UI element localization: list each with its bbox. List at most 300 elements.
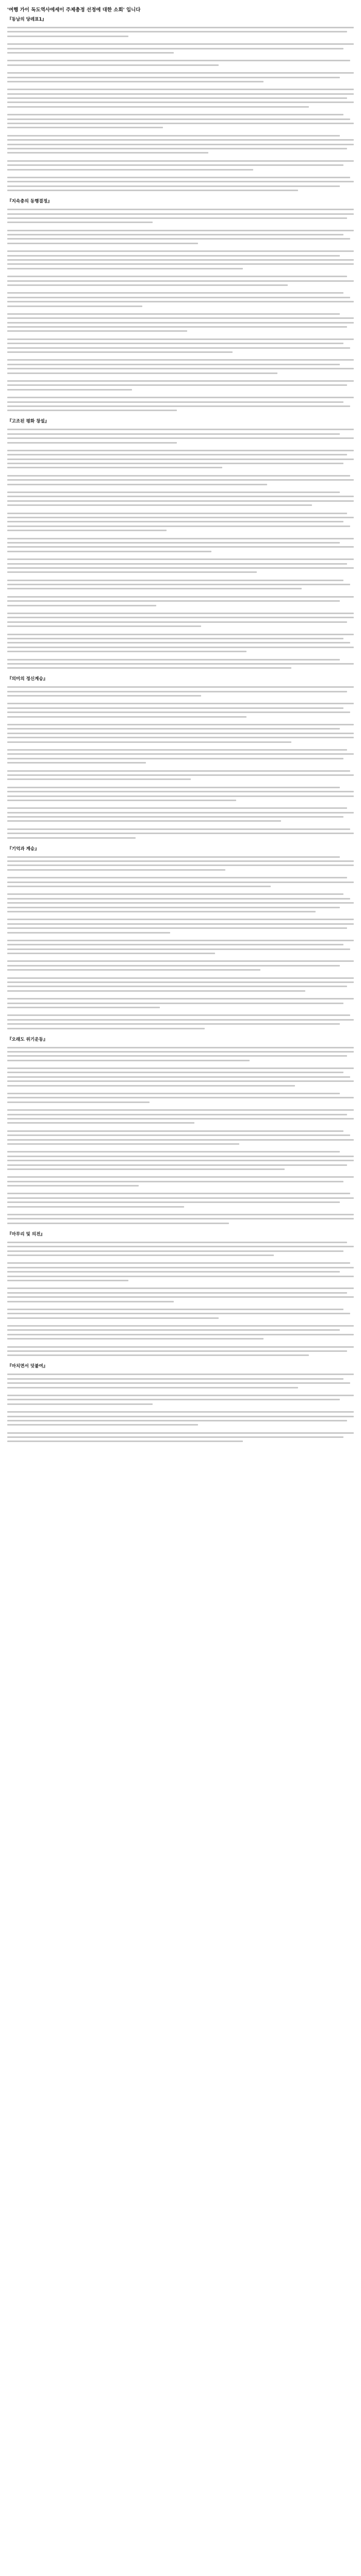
text-line bbox=[7, 932, 170, 934]
paragraph-gap bbox=[7, 446, 354, 450]
paragraph bbox=[7, 596, 354, 606]
text-line bbox=[7, 546, 354, 548]
text-line bbox=[7, 741, 291, 743]
paragraph bbox=[7, 893, 354, 912]
paragraph bbox=[7, 634, 354, 653]
section-body bbox=[7, 27, 354, 191]
text-line bbox=[7, 1014, 350, 1016]
text-line bbox=[7, 860, 354, 862]
text-line bbox=[7, 330, 187, 332]
paragraph-gap bbox=[7, 994, 354, 998]
text-line bbox=[7, 728, 340, 730]
text-line bbox=[7, 114, 343, 115]
paragraph-gap bbox=[7, 630, 354, 634]
paragraph bbox=[7, 72, 354, 82]
paragraph bbox=[7, 1287, 354, 1302]
text-line bbox=[7, 869, 225, 871]
text-line bbox=[7, 255, 340, 257]
text-line bbox=[7, 433, 340, 435]
paragraph bbox=[7, 1067, 354, 1087]
text-line bbox=[7, 907, 340, 908]
paragraph bbox=[7, 1130, 354, 1145]
text-line bbox=[7, 1080, 354, 1082]
text-line bbox=[7, 475, 350, 477]
text-line bbox=[7, 526, 350, 527]
text-line bbox=[7, 351, 233, 353]
text-line bbox=[7, 584, 350, 585]
paragraph bbox=[7, 380, 354, 391]
paragraph-gap bbox=[7, 110, 354, 114]
text-line bbox=[7, 659, 340, 660]
text-line bbox=[7, 268, 243, 269]
paragraph bbox=[7, 1214, 354, 1224]
text-line bbox=[7, 919, 354, 920]
text-line bbox=[7, 1420, 347, 1421]
text-line bbox=[7, 1395, 354, 1396]
text-line bbox=[7, 567, 354, 569]
paragraph bbox=[7, 1325, 354, 1340]
text-line bbox=[7, 250, 354, 252]
paragraph bbox=[7, 1374, 354, 1388]
text-line bbox=[7, 820, 281, 822]
paragraph-gap bbox=[7, 936, 354, 940]
paragraph-gap bbox=[7, 609, 354, 613]
paragraph bbox=[7, 313, 354, 332]
text-line bbox=[7, 1019, 354, 1021]
text-line bbox=[7, 923, 354, 925]
paragraph bbox=[7, 450, 354, 469]
text-line bbox=[7, 190, 298, 191]
paragraph-gap bbox=[7, 471, 354, 475]
text-line bbox=[7, 1246, 354, 1247]
text-line bbox=[7, 960, 354, 962]
text-line bbox=[7, 1382, 350, 1384]
text-line bbox=[7, 753, 354, 755]
text-line bbox=[7, 292, 343, 294]
text-line bbox=[7, 1424, 198, 1426]
text-line bbox=[7, 787, 340, 788]
paragraph bbox=[7, 250, 354, 269]
text-line bbox=[7, 1156, 354, 1157]
text-line bbox=[7, 492, 340, 493]
paragraph-gap bbox=[7, 310, 354, 313]
paragraph bbox=[7, 1432, 354, 1443]
text-line bbox=[7, 500, 354, 502]
text-line bbox=[7, 563, 347, 565]
text-line bbox=[7, 911, 316, 912]
text-line bbox=[7, 101, 354, 103]
text-line bbox=[7, 513, 347, 514]
text-line bbox=[7, 43, 354, 45]
text-line bbox=[7, 1255, 274, 1256]
text-line bbox=[7, 123, 354, 124]
text-line bbox=[7, 642, 350, 643]
text-line bbox=[7, 1214, 354, 1215]
text-line bbox=[7, 405, 350, 407]
text-line bbox=[7, 463, 343, 464]
text-line bbox=[7, 634, 354, 635]
text-line bbox=[7, 1201, 340, 1203]
text-line bbox=[7, 139, 354, 141]
text-line bbox=[7, 807, 347, 809]
text-line bbox=[7, 284, 288, 286]
text-line bbox=[7, 1338, 264, 1340]
paragraph bbox=[7, 1047, 354, 1061]
paragraph-gap bbox=[7, 804, 354, 807]
text-line bbox=[7, 48, 343, 49]
section-heading: 『오래도 위기운동』 bbox=[7, 1037, 48, 1042]
section-heading: 『의미의 정신계승』 bbox=[7, 676, 48, 682]
text-line bbox=[7, 625, 201, 627]
text-line bbox=[7, 372, 277, 374]
paragraph bbox=[7, 940, 354, 954]
paragraph bbox=[7, 338, 354, 353]
text-line bbox=[7, 263, 354, 265]
paragraph bbox=[7, 770, 354, 781]
text-line bbox=[7, 1280, 128, 1281]
text-line bbox=[7, 1197, 354, 1199]
section-heading: 『마무리 및 의전』 bbox=[7, 1231, 45, 1237]
text-line bbox=[7, 571, 257, 573]
paragraph bbox=[7, 135, 354, 154]
text-line bbox=[7, 297, 350, 298]
paragraph-gap bbox=[7, 488, 354, 492]
paragraph-gap bbox=[7, 825, 354, 828]
paragraph-gap bbox=[7, 890, 354, 893]
paragraph-gap bbox=[7, 226, 354, 230]
paragraph bbox=[7, 475, 354, 485]
text-line bbox=[7, 758, 343, 759]
text-line bbox=[7, 1250, 343, 1252]
paragraph-gap bbox=[7, 1259, 354, 1262]
paragraph-gap bbox=[7, 1147, 354, 1151]
text-line bbox=[7, 410, 177, 411]
text-line bbox=[7, 1055, 347, 1057]
text-line bbox=[7, 234, 343, 235]
paragraph bbox=[7, 397, 354, 411]
text-line bbox=[7, 93, 354, 95]
text-line bbox=[7, 164, 343, 166]
text-line bbox=[7, 1003, 343, 1004]
paragraph bbox=[7, 1395, 354, 1405]
text-line bbox=[7, 437, 354, 439]
text-line bbox=[7, 1143, 239, 1145]
text-line bbox=[7, 990, 305, 992]
text-line bbox=[7, 986, 347, 987]
text-line bbox=[7, 902, 354, 904]
paragraph bbox=[7, 1109, 354, 1124]
text-line bbox=[7, 1072, 343, 1073]
text-line bbox=[7, 551, 211, 552]
text-line bbox=[7, 81, 264, 82]
text-line bbox=[7, 944, 343, 945]
text-line bbox=[7, 1047, 354, 1048]
paragraph-gap bbox=[7, 335, 354, 338]
paragraph-gap bbox=[7, 69, 354, 72]
paragraph-gap bbox=[7, 720, 354, 724]
section-body bbox=[7, 686, 354, 838]
paragraph bbox=[7, 977, 354, 992]
text-line bbox=[7, 1151, 340, 1153]
paragraph-gap bbox=[7, 1321, 354, 1325]
text-line bbox=[7, 496, 354, 497]
text-line bbox=[7, 981, 354, 983]
text-line bbox=[7, 280, 354, 282]
paragraph bbox=[7, 513, 354, 532]
text-line bbox=[7, 927, 347, 929]
paragraph bbox=[7, 919, 354, 933]
paragraph bbox=[7, 877, 354, 887]
paragraph bbox=[7, 1176, 354, 1187]
text-line bbox=[7, 1130, 343, 1132]
paragraph-gap bbox=[7, 957, 354, 960]
text-line bbox=[7, 1313, 350, 1314]
section-heading: 『기억과 계승』 bbox=[7, 846, 39, 852]
text-line bbox=[7, 558, 354, 560]
text-line bbox=[7, 1267, 354, 1268]
paragraph bbox=[7, 292, 354, 307]
text-line bbox=[7, 89, 354, 90]
paragraph bbox=[7, 1346, 354, 1357]
text-line bbox=[7, 479, 354, 481]
section-heading: 『마치면서 덧붙여』 bbox=[7, 1364, 48, 1369]
text-line bbox=[7, 711, 350, 713]
text-line bbox=[7, 1374, 354, 1375]
paragraph-gap bbox=[7, 699, 354, 703]
section-body bbox=[7, 209, 354, 411]
paragraph-gap bbox=[7, 1284, 354, 1287]
text-line bbox=[7, 762, 146, 764]
text-line bbox=[7, 347, 350, 349]
text-line bbox=[7, 893, 343, 895]
document-content bbox=[7, 16, 354, 1445]
text-line bbox=[7, 359, 354, 361]
text-line bbox=[7, 703, 354, 704]
text-line bbox=[7, 317, 354, 319]
text-line bbox=[7, 812, 354, 814]
paragraph-gap bbox=[7, 783, 354, 787]
text-line bbox=[7, 306, 142, 307]
paragraph-gap bbox=[7, 1011, 354, 1014]
paragraph-gap bbox=[7, 1391, 354, 1395]
text-line bbox=[7, 1287, 354, 1289]
text-line bbox=[7, 1093, 340, 1094]
text-line bbox=[7, 1101, 150, 1103]
text-line bbox=[7, 148, 347, 149]
paragraph bbox=[7, 613, 354, 627]
text-line bbox=[7, 364, 340, 365]
text-line bbox=[7, 144, 354, 145]
text-line bbox=[7, 837, 136, 839]
paragraph bbox=[7, 998, 354, 1008]
text-line bbox=[7, 638, 343, 639]
paragraph-gap bbox=[7, 355, 354, 359]
text-line bbox=[7, 127, 163, 128]
text-line bbox=[7, 64, 219, 66]
paragraph-gap bbox=[7, 377, 354, 380]
text-line bbox=[7, 737, 354, 738]
text-line bbox=[7, 1325, 354, 1327]
text-line bbox=[7, 209, 354, 210]
text-line bbox=[7, 384, 347, 386]
text-line bbox=[7, 686, 354, 688]
text-line bbox=[7, 977, 354, 979]
paragraph bbox=[7, 960, 354, 971]
text-line bbox=[7, 691, 347, 692]
text-line bbox=[7, 1399, 340, 1400]
text-line bbox=[7, 442, 177, 444]
text-line bbox=[7, 213, 354, 215]
paragraph bbox=[7, 209, 354, 223]
text-line bbox=[7, 953, 215, 954]
text-line bbox=[7, 667, 291, 669]
paragraph bbox=[7, 359, 354, 374]
text-line bbox=[7, 343, 343, 344]
text-line bbox=[7, 1223, 229, 1224]
paragraph bbox=[7, 429, 354, 443]
paragraph bbox=[7, 1242, 354, 1256]
text-line bbox=[7, 368, 354, 369]
text-line bbox=[7, 816, 343, 818]
text-line bbox=[7, 1350, 347, 1352]
text-line bbox=[7, 749, 347, 751]
paragraph-gap bbox=[7, 1210, 354, 1214]
paragraph bbox=[7, 276, 354, 286]
paragraph bbox=[7, 60, 354, 65]
paragraph bbox=[7, 114, 354, 128]
text-line bbox=[7, 833, 354, 834]
text-line bbox=[7, 97, 347, 99]
text-line bbox=[7, 450, 354, 451]
text-line bbox=[7, 135, 340, 137]
paragraph bbox=[7, 538, 354, 552]
section-body bbox=[7, 429, 354, 669]
text-line bbox=[7, 733, 354, 734]
text-line bbox=[7, 504, 312, 506]
text-line bbox=[7, 1076, 350, 1078]
text-line bbox=[7, 429, 354, 430]
text-line bbox=[7, 898, 350, 900]
paragraph-gap bbox=[7, 1106, 354, 1109]
section-body bbox=[7, 1242, 354, 1357]
paragraph-gap bbox=[7, 247, 354, 250]
section-heading: 『동남의 당레표1』 bbox=[7, 17, 46, 22]
paragraph bbox=[7, 580, 354, 590]
text-line bbox=[7, 882, 354, 883]
text-line bbox=[7, 1276, 354, 1277]
paragraph-gap bbox=[7, 157, 354, 160]
text-line bbox=[7, 1440, 243, 1442]
paragraph-gap bbox=[7, 173, 354, 177]
text-line bbox=[7, 301, 354, 302]
text-line bbox=[7, 1067, 354, 1069]
text-line bbox=[7, 1176, 354, 1178]
paragraph-gap bbox=[7, 745, 354, 749]
text-line bbox=[7, 454, 347, 455]
text-line bbox=[7, 877, 347, 878]
paragraph bbox=[7, 659, 354, 669]
paragraph-gap bbox=[7, 873, 354, 877]
text-line bbox=[7, 1185, 139, 1187]
paragraph-gap bbox=[7, 509, 354, 513]
paragraph bbox=[7, 686, 354, 697]
paragraph-gap bbox=[7, 555, 354, 558]
paragraph-gap bbox=[7, 40, 354, 43]
text-line bbox=[7, 588, 302, 589]
paragraph-gap bbox=[7, 1064, 354, 1067]
paragraph bbox=[7, 787, 354, 801]
text-line bbox=[7, 1416, 354, 1417]
text-line bbox=[7, 1242, 347, 1243]
text-line bbox=[7, 160, 354, 162]
text-line bbox=[7, 940, 354, 941]
paragraph bbox=[7, 230, 354, 244]
paragraph-gap bbox=[7, 1429, 354, 1432]
paragraph bbox=[7, 856, 354, 871]
text-line bbox=[7, 1317, 219, 1319]
text-line bbox=[7, 72, 354, 74]
text-line bbox=[7, 1007, 160, 1008]
paragraph-gap bbox=[7, 1089, 354, 1093]
text-line bbox=[7, 1114, 347, 1115]
text-line bbox=[7, 998, 354, 999]
text-line bbox=[7, 542, 340, 544]
paragraph bbox=[7, 89, 354, 108]
text-line bbox=[7, 77, 340, 78]
text-line bbox=[7, 397, 354, 398]
paragraph bbox=[7, 1411, 354, 1426]
text-line bbox=[7, 1097, 354, 1098]
text-line bbox=[7, 778, 191, 780]
text-line bbox=[7, 459, 354, 460]
text-line bbox=[7, 948, 350, 950]
text-line bbox=[7, 1378, 343, 1380]
paragraph bbox=[7, 160, 354, 171]
text-line bbox=[7, 716, 247, 718]
document-title: '여행 가이 독도역사에세이 주제총정 선정에 대한 소회' 입니다 bbox=[7, 7, 141, 13]
paragraph bbox=[7, 558, 354, 573]
text-line bbox=[7, 36, 128, 37]
text-line bbox=[7, 695, 201, 697]
paragraph-gap bbox=[7, 1173, 354, 1176]
text-line bbox=[7, 517, 354, 518]
paragraph-gap bbox=[7, 272, 354, 276]
text-line bbox=[7, 185, 340, 187]
text-line bbox=[7, 217, 347, 219]
text-line bbox=[7, 1334, 354, 1335]
paragraph bbox=[7, 749, 354, 764]
text-line bbox=[7, 1354, 309, 1356]
paragraph-gap bbox=[7, 289, 354, 292]
paragraph-gap bbox=[7, 1343, 354, 1346]
text-line bbox=[7, 521, 343, 522]
text-line bbox=[7, 238, 350, 240]
text-line bbox=[7, 724, 354, 725]
paragraph-gap bbox=[7, 915, 354, 919]
text-line bbox=[7, 828, 350, 830]
text-line bbox=[7, 1023, 340, 1025]
text-line bbox=[7, 259, 354, 261]
text-line bbox=[7, 1262, 350, 1264]
text-line bbox=[7, 1329, 340, 1331]
text-line bbox=[7, 1292, 347, 1294]
paragraph-gap bbox=[7, 56, 354, 60]
text-line bbox=[7, 322, 354, 324]
paragraph bbox=[7, 1093, 354, 1103]
text-line bbox=[7, 230, 354, 231]
text-line bbox=[7, 856, 340, 858]
text-line bbox=[7, 1164, 347, 1166]
